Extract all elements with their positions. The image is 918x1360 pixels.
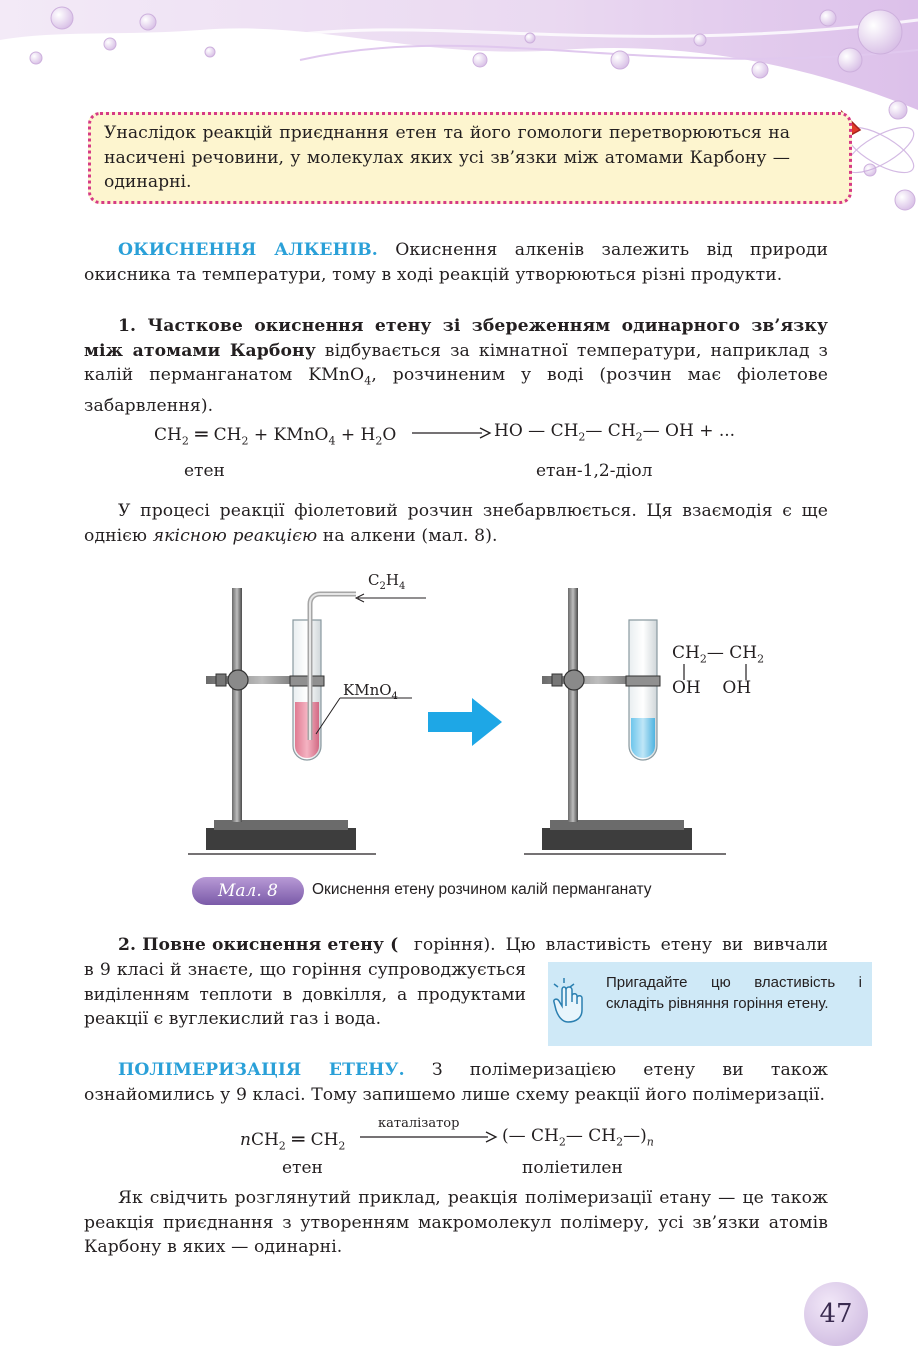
- eten-label: етен: [184, 461, 225, 481]
- polymer-intro-text: З полімеризацією етену ви також ознайомились у 9 класі. Тому запишемо лише схему реакції його полімеризації.: [84, 1060, 828, 1105]
- polymer-heading: ПОЛІМЕРИЗАЦІЯ ЕТЕНУ.: [118, 1060, 405, 1080]
- polymer-reactant: nCH$_2$ ═ $CH_2$: [240, 1127, 346, 1153]
- figure-badge: Мал. 8: [192, 877, 304, 905]
- decolorization-paragraph: [84, 499, 828, 548]
- polymer-eten-label: етен: [282, 1158, 323, 1178]
- product-formula-bottom: OH OH: [672, 678, 752, 698]
- partial-oxidation-bold: 1. Часткове окиснення етену зі збереженням одинарного зв’язку між атомами Карбону: [84, 316, 828, 361]
- conclusion-paragraph: Як свідчить розглянутий приклад, реакція полімеризації етану — це також реакція приєднання з утворенням макромолекул полімеру, усі зв’язки атомів Карбону в яких — одинарні.: [84, 1188, 828, 1258]
- ethanediol-label: етан-1,2-діол: [536, 461, 653, 481]
- oxidation-intro-text: Окиснення алкенів залежить від природи окисника та температури, тому в ході реакцій утворюються різні продукти.: [84, 240, 828, 285]
- oxidation-equation: $CH_2$ ═ $CH_2$ + KMnO$_4$ + $H_2O$: [154, 422, 397, 448]
- tip-text: Пригадайте цю властивість і складіть рівняння горіння етену.: [606, 974, 862, 1012]
- polymer-product: (— $CH_2—$ $CH_2—)_n$: [502, 1126, 654, 1149]
- oxidation-intro: [84, 238, 828, 287]
- polyethylene-label: поліетилен: [522, 1158, 623, 1178]
- right-stand: [542, 588, 692, 850]
- catalyst-label: каталізатор: [378, 1116, 460, 1131]
- partial-oxidation-text-b: , розчиненим у воді (розчин має фіолетове забарвлення).: [84, 365, 828, 417]
- key-note-text: Унаслідок реакцій приєднання етен та його гомологи перетворюються на насичені речовини, у молекулах яких усі зв’язки між атомами Карбону — одинарні.: [104, 123, 790, 193]
- combustion-line-1: горіння). Цю властивість етену ви вивчали: [413, 935, 828, 955]
- decolorization-text-a: У процесі реакції фіолетовий розчин знебарвлюється. Ця взаємодія є ще однією: [84, 501, 828, 546]
- figure-apparatus: [180, 570, 740, 860]
- page-number: 47: [804, 1282, 868, 1346]
- polymer-arrow: [358, 1128, 498, 1146]
- product-formula-top: $CH_2—$ $CH_2$: [672, 643, 765, 666]
- combustion-continued: в 9 класі й знаєте, що горіння супроводжується виділенням теплоти в довкілля, а продуктами реакції є вуглекислий газ і вода.: [84, 960, 526, 1030]
- left-stand: [206, 588, 356, 850]
- product-bonds: [672, 662, 772, 682]
- combustion-bold: 2. Повне окиснення етену (: [118, 935, 399, 955]
- qualitative-reaction: якісною реакцією: [152, 525, 318, 546]
- partial-oxidation-text-a: відбувається за кімнатної температури, наприклад з калій перманганатом KMnO: [84, 340, 828, 386]
- figure-caption: Окиснення етену розчином калій перманганату: [312, 881, 652, 898]
- oxidation-heading: ОКИСНЕННЯ АЛКЕНІВ.: [118, 240, 378, 260]
- oxidation-product: HO — $CH_2—$ $CH_2—$ OH + ...: [494, 421, 736, 444]
- gas-label: $C_2H_4$: [368, 571, 406, 592]
- combustion-body: [84, 933, 828, 958]
- kmno4-subscript: 4: [364, 374, 372, 388]
- partial-oxidation-paragraph: [84, 314, 828, 419]
- reagent-label: KMnO$_4$: [343, 681, 398, 702]
- decolorization-text-b: на алкени (мал. 8).: [317, 525, 498, 546]
- reaction-arrow: [410, 424, 492, 442]
- polymer-intro: [84, 1058, 828, 1107]
- hand-pointer-icon: [552, 976, 586, 1024]
